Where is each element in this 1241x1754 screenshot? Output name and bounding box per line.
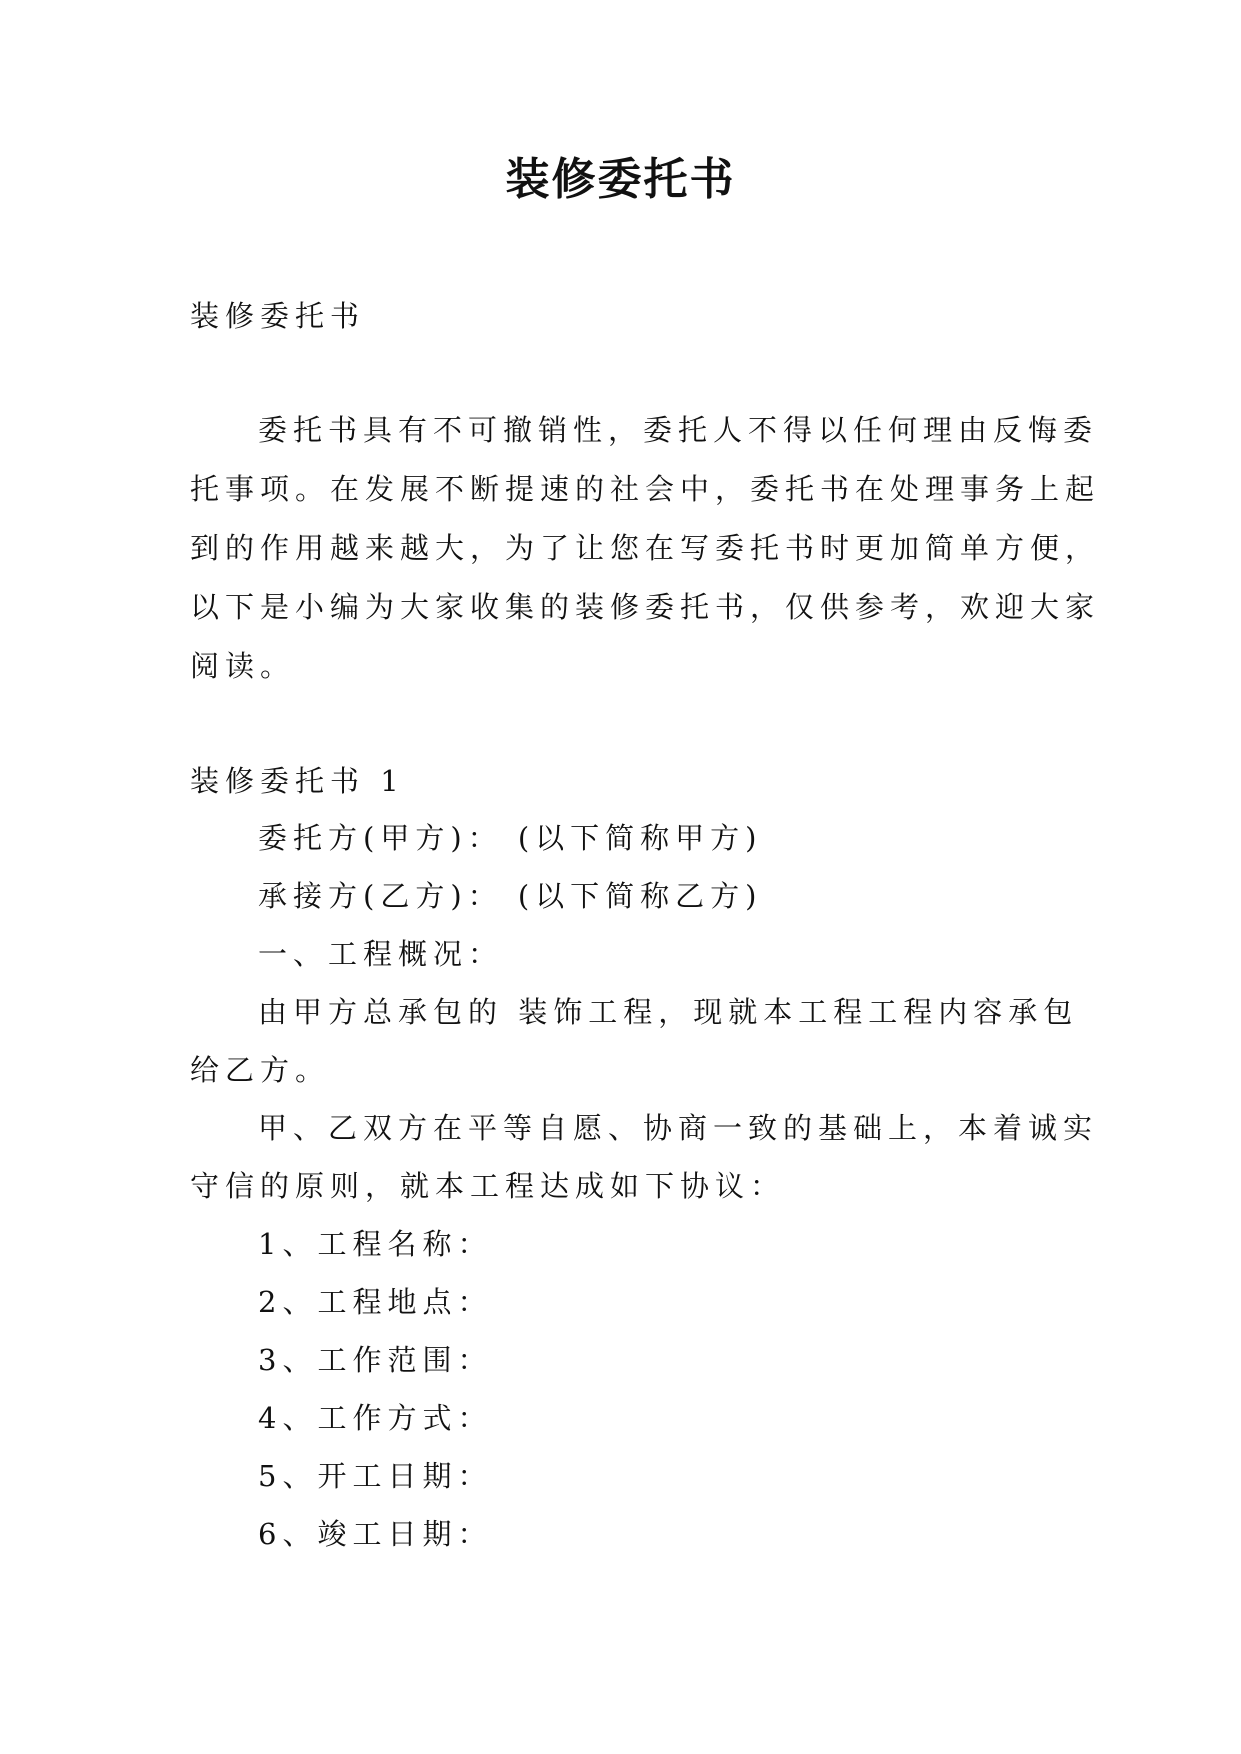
contractor-line: 承接方(乙方)： (以下简称乙方) <box>258 879 763 913</box>
overview-heading: 一、工程概况： <box>258 937 504 971</box>
overview-line: 由甲方总承包的 装饰工程，现就本工程工程内容承包 <box>258 995 1079 1029</box>
intro-line: 以下是小编为大家收集的装修委托书，仅供参考，欢迎大家 <box>190 590 1101 624</box>
agreement-line: 甲、乙双方在平等自愿、协商一致的基础上，本着诚实 <box>258 1111 1099 1145</box>
client-line: 委托方(甲方)： (以下简称甲方) <box>258 821 763 855</box>
list-item: 1、工程名称： <box>258 1227 493 1261</box>
list-item: 4、工作方式： <box>258 1401 493 1435</box>
section-heading: 装修委托书 1 <box>190 764 405 798</box>
list-item: 5、开工日期： <box>258 1459 493 1493</box>
document-title: 装修委托书 <box>505 154 736 205</box>
intro-line: 到的作用越来越大，为了让您在写委托书时更加简单方便， <box>190 531 1101 565</box>
intro-line: 托事项。在发展不断提速的社会中，委托书在处理事务上起 <box>190 472 1101 506</box>
list-item: 3、工作范围： <box>258 1343 493 1377</box>
agreement-line: 守信的原则，就本工程达成如下协议： <box>190 1169 786 1203</box>
overview-line: 给乙方。 <box>190 1053 331 1087</box>
document-subtitle: 装修委托书 <box>190 299 366 333</box>
intro-line: 委托书具有不可撤销性，委托人不得以任何理由反悔委 <box>258 413 1099 447</box>
list-item: 6、竣工日期： <box>258 1517 493 1551</box>
intro-line: 阅读。 <box>190 649 296 683</box>
list-item: 2、工程地点： <box>258 1285 493 1319</box>
